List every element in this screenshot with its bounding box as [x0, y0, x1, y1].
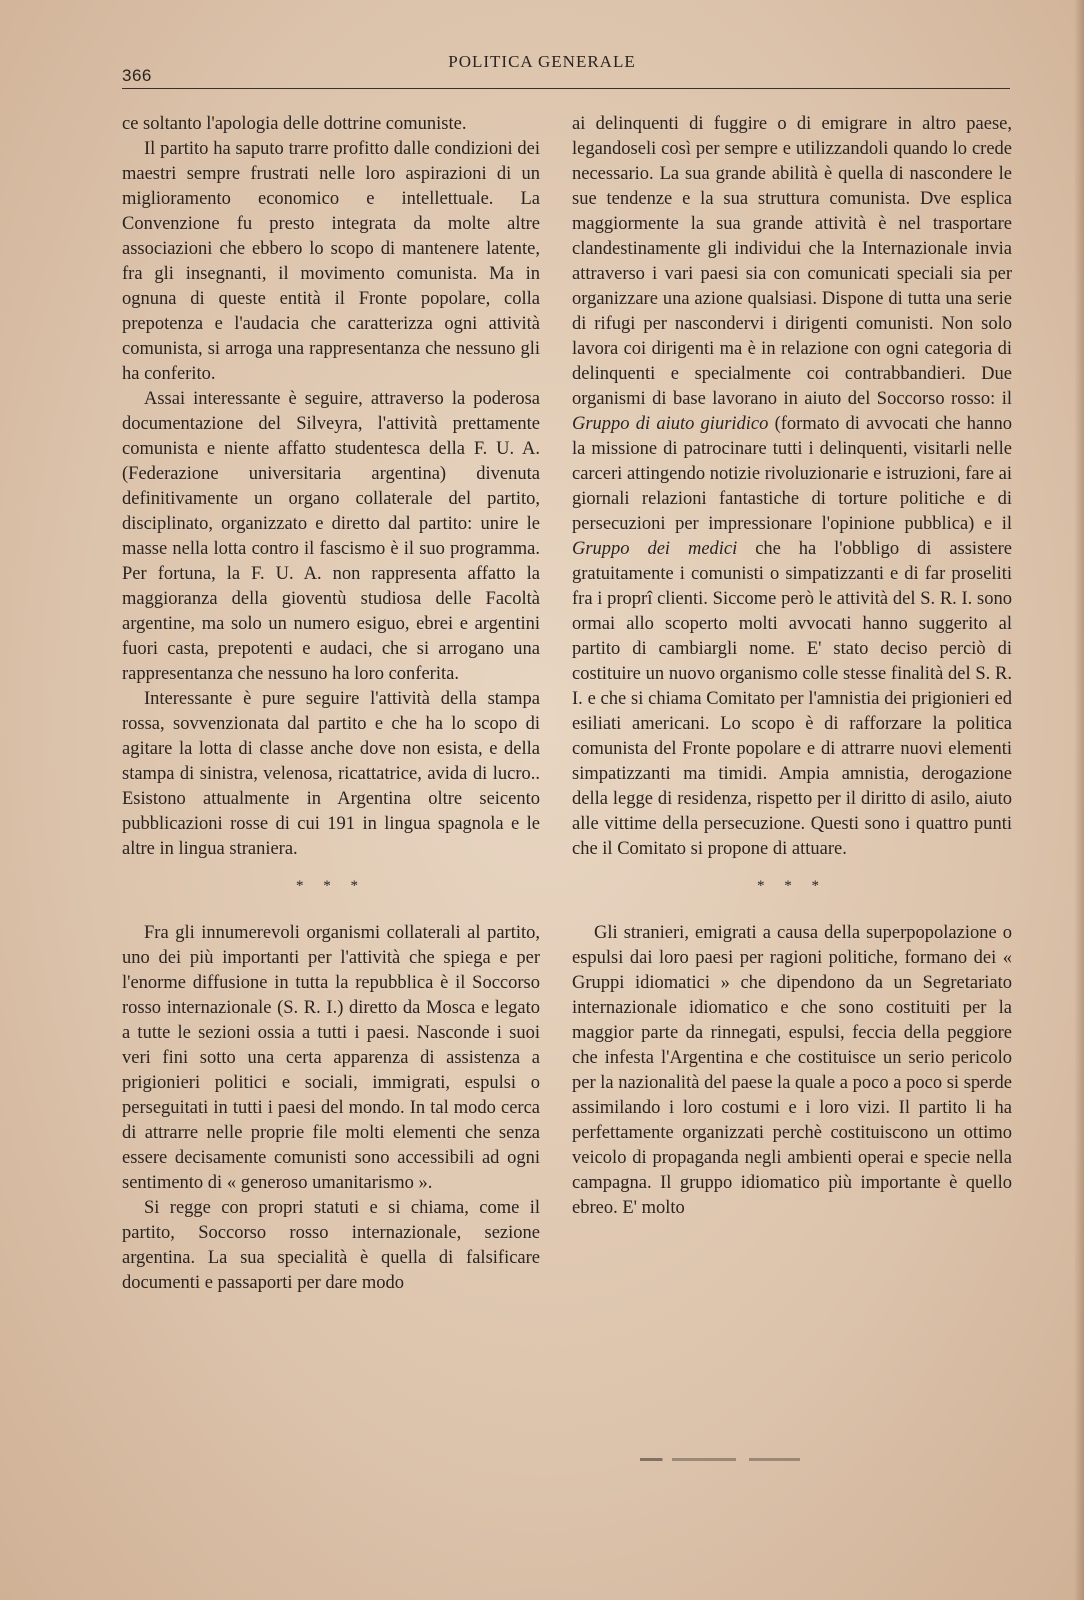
text-run: (formato di avvocati che hanno la missione di patrocinare tutti i delinquenti, visitarli nelle carceri attingendo notizie rivoluzionarie e istruzioni, fare ai giornali relazioni fantastiche di torture politiche e di persecuzioni per impressionare l'opinione pubblica) e il: [572, 414, 1013, 534]
italic-term: Gruppo dei medici: [572, 539, 738, 559]
paragraph: Assai interessante è seguire, attraverso la poderosa documentazione del Silveyra, l'attività prettamente comunista e niente affatto studentesca della F. U. A. (Federazione universitaria argentina) divenuta definitivamente un organo collaterale del partito, disciplinato, organizzato e diretto dal partito: unire le masse nella lotta contro il fascismo è il suo programma. Per fortuna, la F. U. A. non rappresenta affatto la maggioranza della gioventù studiosa delle Facoltà argentine, ma solo un numero esiguo, ebrei e argentini fuori casta, prepotenti e audaci, che si arrogano una rappresentanza che nessuno ha loro conferita.: [122, 389, 540, 684]
paragraph: Il partito ha saputo trarre profitto dalle condizioni dei maestri sempre frustrati nelle loro aspirazioni di un miglioramento economico e intellettuale. La Convenzione fu presto integrata da molte altre associazioni che ebbero lo scopo di mantenere latente, fra gli insegnanti, il movimento comunista. Ma in ognuna di queste entità il Fronte popolare, colla prepotenza e l'audacia che caratterizza ogni attività comunista, si arroga una rappresentanza che nessuno gli ha conferito.: [122, 139, 540, 384]
paragraph: Gli stranieri, emigrati a causa della superpopolazione o espulsi dai loro paesi per ragioni politiche, formano dei « Gruppi idiomatici » che dipendono da un Segretariato internazionale idiomatico e che sono costituiti per la maggior parte da rinnegati, espulsi, feccia della peggiore che infesta l'Argentina e che costituisce un serio pericolo per la nazionalità del paese la quale a poco a poco si sperde assimilando i loro costumi e i loro vizi. Il partito li ha perfettamente organizzati perchè costituiscono un ottimo veicolo di propaganda negli ambienti operai e specie nella campagna. Il gruppo idiomatico più importante è quello ebreo. E' molto: [572, 923, 1012, 1218]
paragraph: Si regge con propri statuti e si chiama, come il partito, Soccorso rosso internazionale, sezione argentina. La sua specialità è quella di falsificare documenti e passaporti per dare modo: [122, 1198, 540, 1293]
page-number: 366: [122, 66, 152, 85]
print-mark: [640, 1458, 800, 1461]
page-edge-shadow: [1074, 0, 1084, 1600]
running-head: POLITICA GENERALE: [448, 52, 636, 71]
paragraph: Interessante è pure seguire l'attività della stampa rossa, sovvenzionata dal partito e che ha lo scopo di agitare la lotta di classe anche dove non esista, e della stampa di sinistra, velenosa, ricattatrice, avida di lucro.. Esistono attualmente in Argentina oltre seicento pubblicazioni rosse di cui 191 in lingua spagnola e le altre in lingua straniera.: [122, 689, 540, 859]
header-rule: [122, 88, 1010, 89]
section-separator: * * *: [757, 878, 827, 894]
section-separator: * * *: [296, 878, 366, 894]
paragraph: Fra gli innumerevoli organismi collaterali al partito, uno dei più importanti per l'attività che spiega e per l'enorme diffusione in tutta la repubblica è il Soccorso rosso internazionale (S. R. I.) diretto da Mosca e legato a tutte le sezioni ossia a tutti i paesi. Nasconde i suoi veri fini sotto una certa apparenza di assistenza a prigionieri politici e sociali, immigrati, espulsi o perseguitati in tutti i paesi del mondo. In tal modo cerca di attrarre nelle proprie file molti elementi che senza essere decisamente comunisti sono accessibili ad ogni sentimento di « generoso umanitarismo ».: [122, 923, 540, 1193]
text-run: ai delinquenti di fuggire o di emigrare in altro paese, legandoseli così per sempre e utilizzandoli quando lo crede necessario. La sua grande abilità è quella di nascondere le sue tendenze e la sua struttura comunista. Dve esplica maggiormente la sua grande attività è nel trasportare clandestinamente gli individui che la Internazionale invia attraverso i vari paesi sia con comunicati speciali sia per organizzare una azione qualsiasi. Dispone di tutta una serie di rifugi per nascondervi i dirigenti comunisti. Non solo lavora coi dirigenti ma è in relazione con ogni categoria di delinquenti e specialmente coi contrabbandieri. Due organismi di base lavorano in aiuto del Soccorso rosso: il: [572, 114, 1012, 409]
left-column: [122, 112, 540, 1296]
right-column: [572, 112, 1012, 1221]
italic-term: Gruppo di aiuto giuridico: [572, 414, 769, 434]
paragraph: [572, 112, 1012, 862]
text-run: che ha l'obbligo di assistere gratuitamente i comunisti o simpatizzanti e di far proseliti fra i proprî clienti. Siccome però le attività del S. R. I. sono ormai allo scoperto molti avvocati hanno suggerito al partito di cambiargli nome. E' stato deciso perciò di costituire un nuovo organismo colle stesse finalità del S. R. I. e che si chiama Comitato per l'amnistia dei prigionieri ed esiliati americani. Lo scopo è di rafforzare la politica comunista del Fronte popolare e di attrarre nuovi elementi simpatizzanti ma timidi. Ampia amnistia, derogazione della legge di residenza, rispetto per il diritto di asilo, aiuto alle vittime della persecuzione. Questi sono i quattro punti che il Comitato si propone di attuare.: [572, 539, 1012, 859]
paragraph: ce soltanto l'apologia delle dottrine comuniste.: [122, 114, 467, 134]
